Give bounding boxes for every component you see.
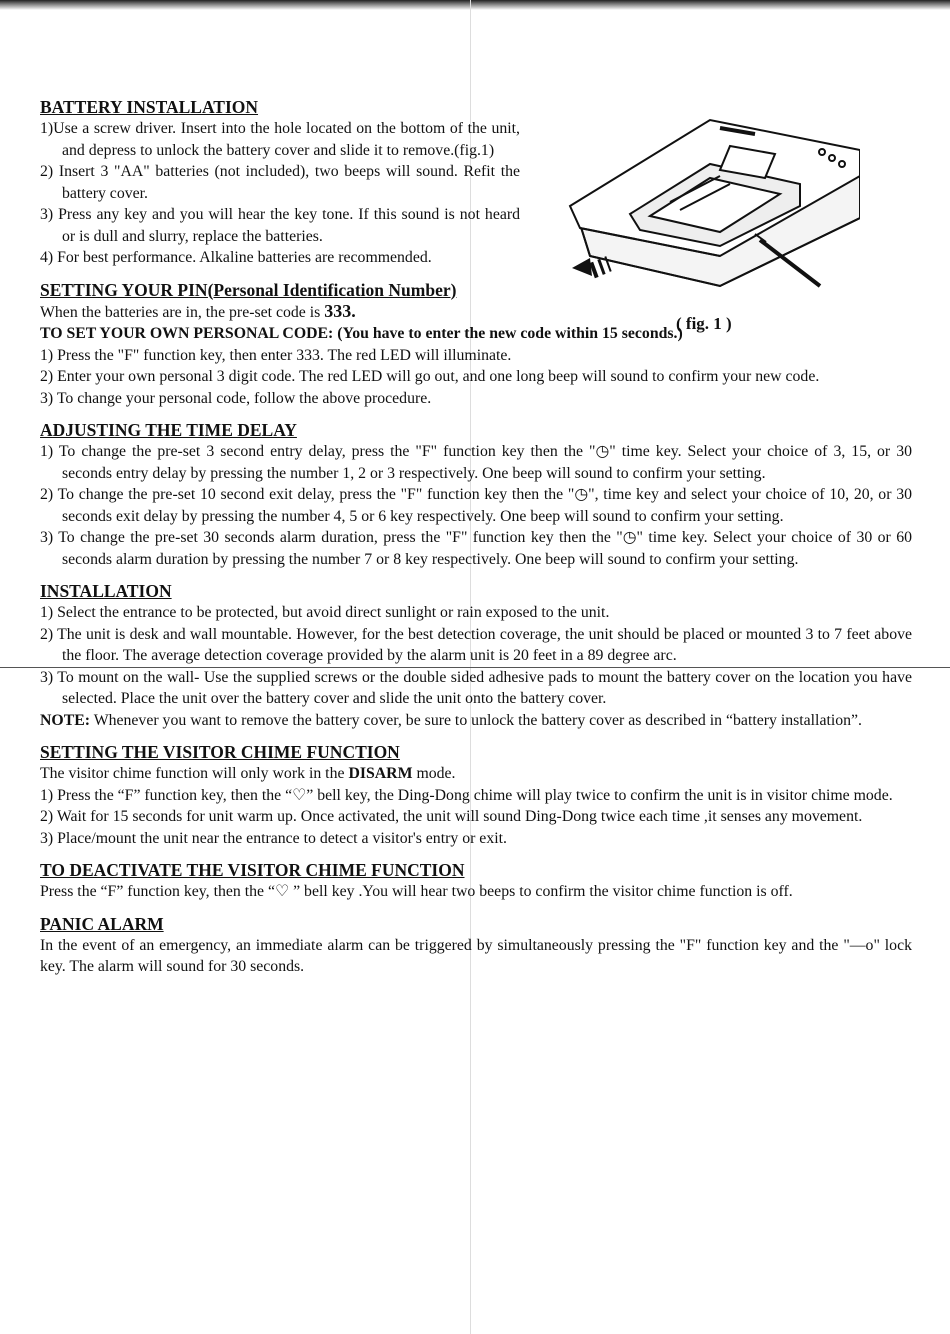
instruction-document xyxy=(40,96,912,988)
battery-steps xyxy=(40,118,520,269)
installation-steps xyxy=(40,602,912,710)
deactivate-chime-text: Press the “F” function key, then the “♡ ” bell key .You will hear two beeps to confirm the visitor chime function is off. xyxy=(40,883,793,900)
installation-heading: INSTALLATION xyxy=(40,581,172,601)
pin-steps xyxy=(40,345,912,410)
chime-intro-pre: The visitor chime function will only work in the xyxy=(40,765,349,782)
note-label: NOTE: xyxy=(40,711,91,729)
preset-code: 333. xyxy=(324,300,356,321)
deactivate-chime-section xyxy=(40,859,912,903)
pin-intro-text: When the batteries are in, the pre-set code is xyxy=(40,303,325,321)
list-item: 2) Wait for 15 seconds for unit warm up. Once activated, the unit will sound Ding-Dong twice each time ,it senses any movement. xyxy=(40,808,863,825)
visitor-chime-steps xyxy=(40,785,912,850)
pin-subheading: TO SET YOUR OWN PERSONAL CODE: (You have to enter the new code within 15 seconds.) xyxy=(40,325,683,342)
list-item: 1) Press the “F” function key, then the “♡” bell key, the Ding-Dong chime will play twice to confirm the unit is in visitor chime mode. xyxy=(40,786,893,804)
panic-alarm-heading: PANIC ALARM xyxy=(40,913,164,934)
figure-caption: ( fig. 1 ) xyxy=(676,314,732,333)
battery-installation-section xyxy=(40,96,520,269)
note-text: Whenever you want to remove the battery cover, be sure to unlock the battery cover as described in “battery installation”. xyxy=(93,711,862,729)
pin-section xyxy=(40,279,912,410)
list-item: 1) To change the pre-set 3 second entry delay, press the "F" function key then the "◷" time key. Select your choice of 3, 15, or 30 seconds entry delay by pressing the number 1, 2 or 3 respectively. One beep will sound to confirm your setting. xyxy=(40,443,912,482)
list-item: 1) Select the entrance to be protected, but avoid direct sunlight or rain exposed to the unit. xyxy=(40,604,610,621)
list-item: 1)Use a screw driver. Insert into the hole located on the bottom of the unit, and depress to unlock the battery cover and slide it to remove.(fig.1) xyxy=(40,120,520,159)
page-top-edge xyxy=(0,0,950,10)
time-delay-section xyxy=(40,419,912,570)
battery-installation-heading: BATTERY INSTALLATION xyxy=(40,97,259,117)
list-item: 3) To change the pre-set 30 seconds alarm duration, press the "F" function key then the "◷" time key. Select your choice of 30 or 60 seconds alarm duration by pressing the number 7 or 8 key respectively. One beep will sound to confirm your setting. xyxy=(40,529,912,568)
pin-intro xyxy=(40,301,912,324)
visitor-chime-heading: SETTING THE VISITOR CHIME FUNCTION xyxy=(40,742,400,762)
list-item: 3) Press any key and you will hear the key tone. If this sound is not heard or is dull and slurry, replace the batteries. xyxy=(40,206,520,245)
visitor-chime-intro xyxy=(40,763,912,785)
installation-section xyxy=(40,580,912,731)
list-item: 2) To change the pre-set 10 second exit delay, press the "F" function key then the "◷", time key and select your choice of 10, 20, or 30 seconds exit delay by pressing the number 4, 5 or 6 key respectively. One beep will sound to confirm your setting. xyxy=(40,486,912,525)
disarm-mode: DISARM xyxy=(348,765,413,782)
pin-heading-tail: (Personal Identification Number) xyxy=(207,279,457,300)
chime-intro-post: mode. xyxy=(412,765,456,782)
list-item: 3) To change your personal code, follow the above procedure. xyxy=(40,389,432,407)
deactivate-chime-heading: TO DEACTIVATE THE VISITOR CHIME FUNCTION xyxy=(40,860,465,880)
pin-heading xyxy=(40,279,912,301)
list-item: 2) Enter your own personal 3 digit code. The red LED will go out, and one long beep will sound to confirm your new code. xyxy=(40,368,820,385)
list-item: 1) Press the "F" function key, then enter 333. The red LED will illuminate. xyxy=(40,346,512,364)
time-delay-heading: ADJUSTING THE TIME DELAY xyxy=(40,420,297,440)
list-item: 2) Insert 3 "AA" batteries (not included), two beeps will sound. Refit the battery cover. xyxy=(40,163,520,202)
time-delay-steps xyxy=(40,441,912,570)
panic-alarm-text: In the event of an emergency, an immediate alarm can be triggered by simultaneously pressing the "F" function key and the "—o" lock key. The alarm will sound for 30 seconds. xyxy=(40,936,912,975)
installation-note xyxy=(40,710,912,732)
list-item: 4) For best performance. Alkaline batteries are recommended. xyxy=(40,249,432,266)
pin-heading-title: SETTING YOUR PIN xyxy=(40,279,208,300)
list-item: 3) To mount on the wall- Use the supplied screws or the double sided adhesive pads to mount the battery cover on the location you have selected. Place the unit over the battery cover and slide the unit onto the battery cover. xyxy=(40,668,912,707)
panic-alarm-section xyxy=(40,913,912,978)
visitor-chime-section xyxy=(40,741,912,849)
list-item: 2) The unit is desk and wall mountable. However, for the best detection coverage, the unit should be placed or mounted 3 to 7 feet above the floor. The average detection coverage provided by the alarm unit is 20 feet in a 89 degree arc. xyxy=(40,625,912,664)
list-item: 3) Place/mount the unit near the entrance to detect a visitor's entry or exit. xyxy=(40,829,507,847)
